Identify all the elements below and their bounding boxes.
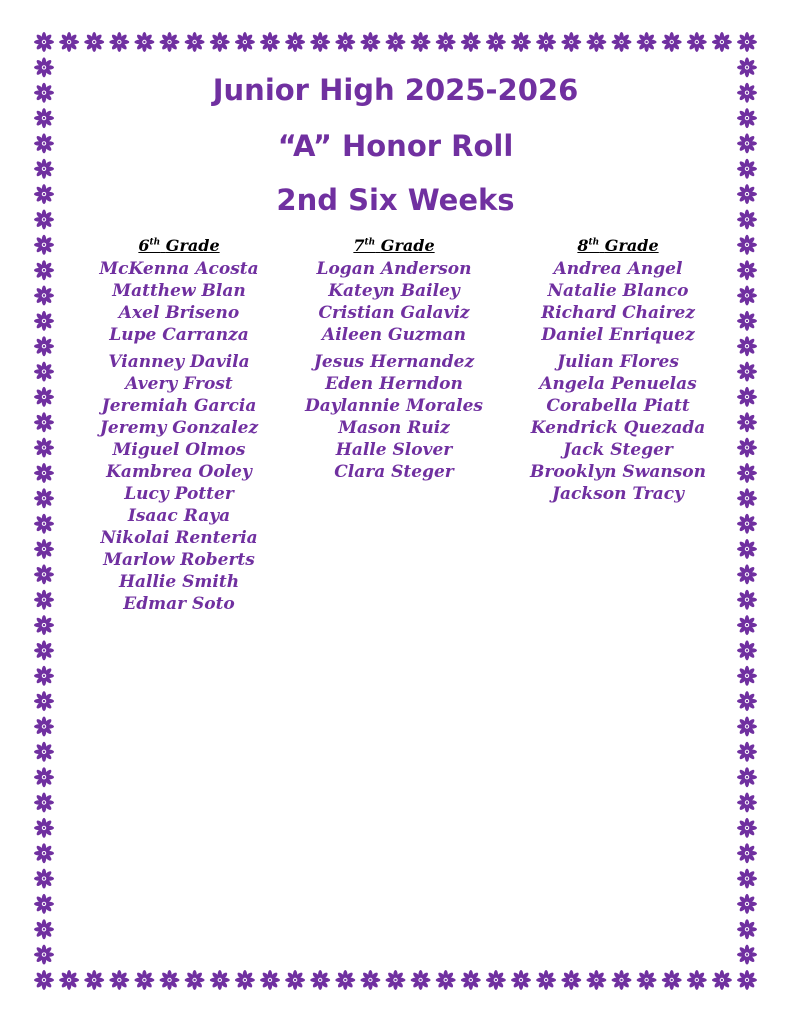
flower-icon: [536, 970, 556, 990]
grade-8-column: [498, 236, 738, 505]
flower-icon: [737, 767, 757, 787]
flower-icon: [737, 793, 757, 813]
flower-icon: [34, 590, 54, 610]
flower-icon: [737, 387, 757, 407]
student-name: Halle Slover: [335, 440, 453, 460]
flower-icon: [461, 970, 481, 990]
flower-icon: [185, 32, 205, 52]
grade-label: Grade: [380, 236, 435, 255]
student-name: Jackson Tracy: [552, 484, 684, 504]
flower-icon: [737, 919, 757, 939]
flower-icon: [260, 32, 280, 52]
student-name: Natalie Blanco: [547, 281, 689, 301]
student-name: Vianney Davila: [108, 352, 250, 372]
flower-icon: [737, 970, 757, 990]
flower-icon: [34, 666, 54, 686]
flower-icon: [662, 32, 682, 52]
flower-icon: [34, 894, 54, 914]
flower-icon: [310, 32, 330, 52]
flower-icon: [586, 32, 606, 52]
flower-icon: [310, 970, 330, 990]
student-name: Richard Chairez: [541, 303, 695, 323]
flower-icon: [34, 640, 54, 660]
flower-icon: [235, 970, 255, 990]
flower-icon: [411, 970, 431, 990]
grade-suffix: th: [588, 237, 600, 248]
flower-icon: [34, 32, 54, 52]
flower-icon: [737, 818, 757, 838]
student-name: Corabella Piatt: [546, 396, 690, 416]
flower-icon: [436, 970, 456, 990]
student-name: Angela Penuelas: [539, 374, 697, 394]
student-name: Logan Anderson: [316, 259, 472, 279]
grade-7-column: [274, 236, 514, 483]
flower-icon: [34, 742, 54, 762]
flower-icon: [737, 108, 757, 128]
flower-icon: [34, 235, 54, 255]
flower-icon: [737, 640, 757, 660]
student-name: Jeremy Gonzalez: [99, 418, 259, 438]
student-name: Aileen Guzman: [322, 325, 466, 345]
student-name: Cristian Galaviz: [318, 303, 470, 323]
flower-icon: [34, 615, 54, 635]
flower-icon: [34, 387, 54, 407]
student-name: Miguel Olmos: [112, 440, 246, 460]
flower-icon: [737, 615, 757, 635]
flower-icon: [34, 717, 54, 737]
flower-icon: [34, 514, 54, 534]
flower-icon: [737, 488, 757, 508]
grade-label: Grade: [165, 236, 220, 255]
flower-icon: [737, 463, 757, 483]
flower-icon: [536, 32, 556, 52]
flower-icon: [712, 32, 732, 52]
grade-6-list: [59, 258, 299, 615]
flower-icon: [34, 539, 54, 559]
student-name: Axel Briseno: [118, 303, 240, 323]
grade-label: Grade: [604, 236, 659, 255]
flower-icon: [737, 894, 757, 914]
flower-icon: [34, 843, 54, 863]
student-name: Jeremiah Garcia: [101, 396, 257, 416]
flower-icon: [134, 32, 154, 52]
flower-icon: [637, 970, 657, 990]
flower-icon: [737, 539, 757, 559]
grade-6-column: [59, 236, 299, 615]
flower-icon: [687, 970, 707, 990]
flower-icon: [34, 919, 54, 939]
flower-icon: [34, 869, 54, 889]
flower-icon: [486, 32, 506, 52]
flower-icon: [386, 970, 406, 990]
flower-icon: [612, 970, 632, 990]
student-name: Kateyn Bailey: [328, 281, 460, 301]
flower-icon: [662, 970, 682, 990]
student-name: Isaac Raya: [127, 506, 231, 526]
flower-icon: [160, 32, 180, 52]
student-name: Edmar Soto: [123, 594, 235, 614]
flower-icon: [386, 32, 406, 52]
grade-suffix: th: [364, 237, 376, 248]
period-title: 2nd Six Weeks: [276, 183, 515, 217]
flower-icon: [737, 32, 757, 52]
flower-icon: [561, 970, 581, 990]
flower-icon: [712, 970, 732, 990]
flower-icon: [737, 869, 757, 889]
flower-icon: [210, 970, 230, 990]
flower-icon: [637, 32, 657, 52]
flower-icon: [511, 970, 531, 990]
flower-icon: [34, 260, 54, 280]
flower-icon: [210, 32, 230, 52]
student-name: McKenna Acosta: [99, 259, 259, 279]
flower-icon: [612, 32, 632, 52]
flower-icon: [34, 945, 54, 965]
flower-icon: [737, 438, 757, 458]
flower-icon: [34, 793, 54, 813]
flower-icon: [737, 590, 757, 610]
flower-icon: [34, 362, 54, 382]
flower-icon: [737, 362, 757, 382]
flower-icon: [109, 970, 129, 990]
flower-icon: [134, 970, 154, 990]
flower-icon: [235, 32, 255, 52]
flower-icon: [34, 564, 54, 584]
student-name: Jack Steger: [563, 440, 673, 460]
flower-icon: [737, 945, 757, 965]
flower-icon: [260, 970, 280, 990]
student-name: Hallie Smith: [118, 572, 240, 592]
student-name: Marlow Roberts: [103, 550, 255, 570]
flower-icon: [360, 970, 380, 990]
flower-icon: [34, 286, 54, 306]
flower-icon: [436, 32, 456, 52]
student-name: Avery Frost: [125, 374, 233, 394]
student-name: Andrea Angel: [553, 259, 683, 279]
grade-8-heading: [498, 236, 738, 256]
flower-icon: [737, 514, 757, 534]
student-name: Mason Ruiz: [338, 418, 450, 438]
student-name: Kambrea Ooley: [106, 462, 252, 482]
flower-icon: [737, 336, 757, 356]
student-name: Brooklyn Swanson: [530, 462, 706, 482]
flower-icon: [737, 311, 757, 331]
flower-icon: [737, 666, 757, 686]
honor-roll-title: “A” Honor Roll: [277, 129, 514, 163]
flower-icon: [285, 970, 305, 990]
flower-icon: [335, 32, 355, 52]
flower-icon: [109, 32, 129, 52]
grade-8-list: [498, 258, 738, 505]
student-name: Daylannie Morales: [305, 396, 483, 416]
flower-icon: [285, 32, 305, 52]
flower-icon: [561, 32, 581, 52]
grade-7-heading: [274, 236, 514, 256]
student-name: Julian Flores: [557, 352, 679, 372]
flower-icon: [34, 311, 54, 331]
flower-icon: [34, 108, 54, 128]
flower-icon: [586, 970, 606, 990]
flower-icon: [34, 691, 54, 711]
page-title: Junior High 2025-2026: [212, 73, 579, 107]
student-name: Eden Herndon: [325, 374, 463, 394]
student-name: Lucy Potter: [124, 484, 234, 504]
flower-icon: [59, 32, 79, 52]
grade-number: 6: [138, 236, 150, 255]
flower-icon: [34, 818, 54, 838]
student-name: Lupe Carranza: [109, 325, 249, 345]
flower-icon: [737, 742, 757, 762]
flower-icon: [34, 438, 54, 458]
flower-icon: [737, 843, 757, 863]
flower-icon: [34, 336, 54, 356]
flower-icon: [737, 260, 757, 280]
flower-icon: [34, 412, 54, 432]
grade-number: 7: [353, 236, 365, 255]
student-name: Jesus Hernandez: [313, 352, 475, 372]
flower-icon: [687, 32, 707, 52]
student-name: Clara Steger: [334, 462, 454, 482]
flower-icon: [461, 32, 481, 52]
grade-suffix: th: [149, 237, 161, 248]
flower-icon: [737, 691, 757, 711]
flower-icon: [737, 412, 757, 432]
flower-icon: [84, 970, 104, 990]
student-name: Matthew Blan: [112, 281, 246, 301]
grade-7-list: [274, 258, 514, 483]
flower-icon: [737, 717, 757, 737]
flower-icon: [34, 767, 54, 787]
student-name: Daniel Enriquez: [541, 325, 695, 345]
flower-icon: [34, 488, 54, 508]
flower-icon: [411, 32, 431, 52]
flower-icon: [486, 970, 506, 990]
flower-icon: [511, 32, 531, 52]
flower-icon: [737, 235, 757, 255]
flower-icon: [34, 970, 54, 990]
grade-number: 8: [577, 236, 589, 255]
flower-icon: [737, 286, 757, 306]
student-name: Nikolai Renteria: [100, 528, 258, 548]
flower-icon: [360, 32, 380, 52]
flower-icon: [34, 463, 54, 483]
flower-icon: [59, 970, 79, 990]
flower-icon: [160, 970, 180, 990]
student-name: Kendrick Quezada: [530, 418, 706, 438]
grade-6-heading: [59, 236, 299, 256]
flower-icon: [335, 970, 355, 990]
flower-icon: [737, 564, 757, 584]
flower-icon: [84, 32, 104, 52]
flower-icon: [185, 970, 205, 990]
